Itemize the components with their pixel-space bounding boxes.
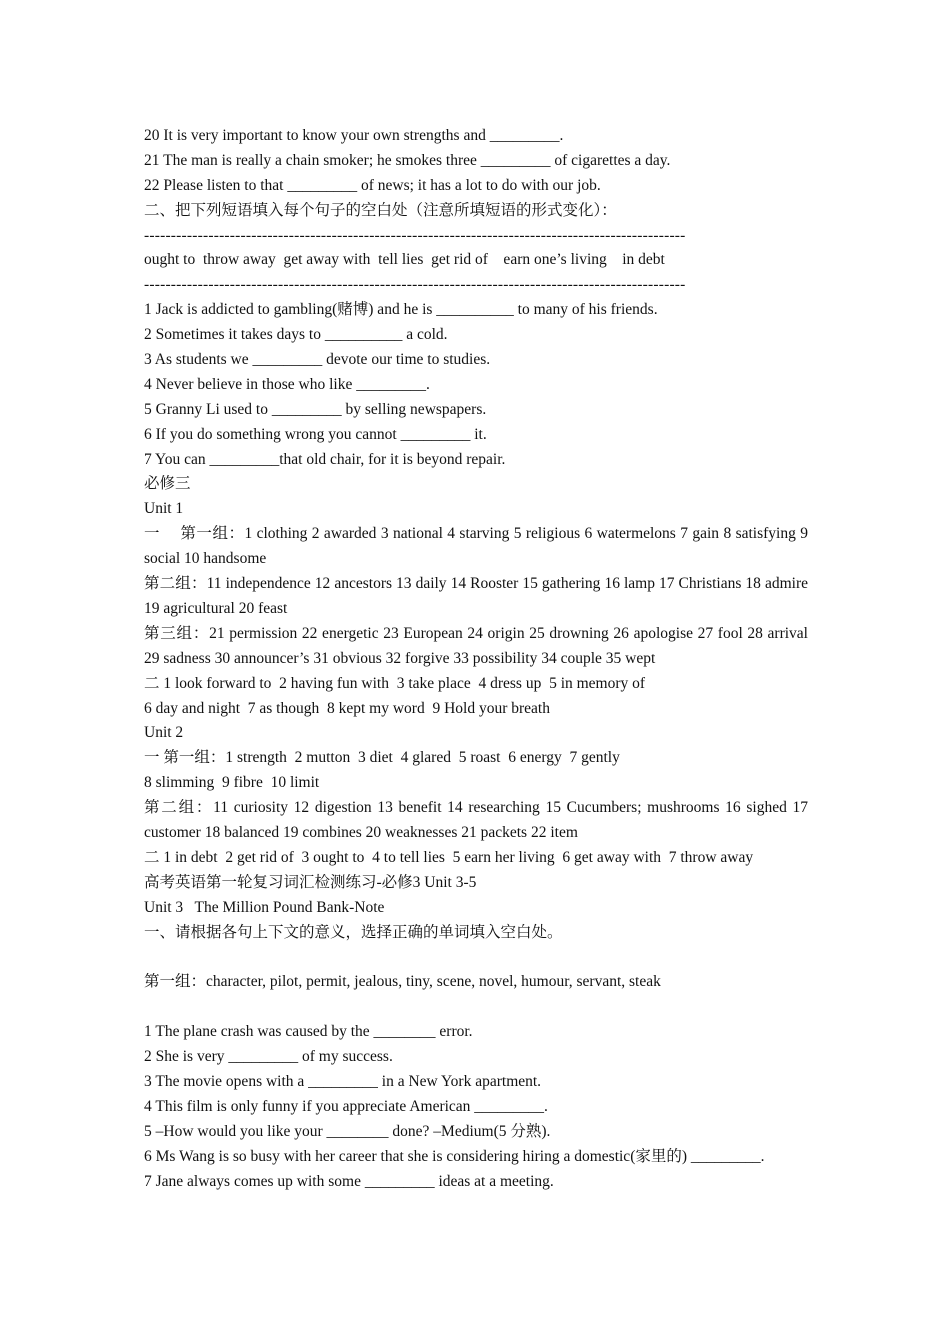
- divider-bottom: -----------------------------------------------------------------------------------------------------: [144, 276, 686, 294]
- text-line-u3-q1: 1 The plane crash was caused by the ________ error.: [144, 1023, 473, 1041]
- phrase-bank: ought to throw away get away with tell lies get rid of earn one’s living in debt: [144, 251, 665, 269]
- text-line-u3-q7: 7 Jane always comes up with some _________ ideas at a meeting.: [144, 1172, 554, 1190]
- divider-top: -----------------------------------------------------------------------------------------------------: [144, 226, 686, 244]
- text-line-u3-q6: 6 Ms Wang is so busy with her career that she is considering hiring a domestic(家里的) _________.: [144, 1147, 765, 1165]
- blank-line: [144, 946, 808, 971]
- answers-unit1-phrases-b: 6 day and night 7 as though 8 kept my word 9 Hold your breath: [144, 699, 550, 717]
- text-line-u3-q4: 4 This film is only funny if you appreciate American _________.: [144, 1097, 548, 1115]
- text-line-u3-q5: 5 –How would you like your ________ done? –Medium(5 分熟).: [144, 1122, 551, 1140]
- section-heading-phrases: 二、把下列短语填入每个句子的空白处（注意所填短语的形式变化）：: [144, 201, 617, 219]
- heading-unit-3: Unit 3 The Million Pound Bank-Note: [144, 898, 385, 916]
- heading-unit-2: Unit 2: [144, 724, 184, 742]
- answers-unit1-group1: 一 第一组：1 clothing 2 awarded 3 national 4 starving 5 religious 6 watermelons 7 gain 8 satisfying 9 social 10 handsome: [144, 525, 808, 568]
- answers-unit2-group1-b: 8 slimming 9 fibre 10 limit: [144, 774, 320, 792]
- answers-unit2-group1-a: 一 第一组：1 strength 2 mutton 3 diet 4 glared 5 roast 6 energy 7 gently: [144, 749, 620, 767]
- title-review-exercise: 高考英语第一轮复习词汇检测练习-必修3 Unit 3-5: [144, 873, 477, 891]
- text-line-p3: 3 As students we _________ devote our time to studies.: [144, 351, 491, 369]
- text-line-p6: 6 If you do something wrong you cannot _________ it.: [144, 425, 487, 443]
- instruction-fill-blanks: 一、请根据各句上下文的意义，选择正确的单词填入空白处。: [144, 923, 563, 941]
- text-line-p1: 1 Jack is addicted to gambling(赌博) and he is __________ to many of his friends.: [144, 301, 658, 319]
- text-line-p4: 4 Never believe in those who like _________.: [144, 375, 430, 393]
- text-line-q21: 21 The man is really a chain smoker; he smokes three _________ of cigarettes a day.: [144, 151, 671, 169]
- text-line-u3-q3: 3 The movie opens with a _________ in a New York apartment.: [144, 1072, 542, 1090]
- word-bank-group1: 第一组：character, pilot, permit, jealous, tiny, scene, novel, humour, servant, steak: [144, 973, 661, 991]
- heading-bixiu-3: 必修三: [144, 475, 191, 493]
- answers-unit1-phrases-a: 二 1 look forward to 2 having fun with 3 take place 4 dress up 5 in memory of: [144, 674, 646, 692]
- text-line-q22: 22 Please listen to that _________ of news; it has a lot to do with our job.: [144, 176, 601, 194]
- answers-unit2-group2: 第二组：11 curiosity 12 digestion 13 benefit 14 researching 15 Cucumbers; mushrooms 16 sighed 17 customer 18 balanced 19 combines 20 weaknesses 21 packets 22 item: [144, 799, 808, 842]
- blank-line: [144, 995, 808, 1020]
- answers-unit2-phrases: 二 1 in debt 2 get rid of 3 ought to 4 to tell lies 5 earn her living 6 get away with 7 throw away: [144, 848, 754, 866]
- heading-unit-1: Unit 1: [144, 500, 184, 518]
- text-line-q20: 20 It is very important to know your own strengths and _________.: [144, 127, 564, 144]
- text-line-p7: 7 You can _________that old chair, for it is beyond repair.: [144, 450, 506, 468]
- text-line-p5: 5 Granny Li used to _________ by selling newspapers.: [144, 400, 487, 418]
- answers-unit1-group2: 第二组：11 independence 12 ancestors 13 daily 14 Rooster 15 gathering 16 lamp 17 Christians 18 admire 19 agricultural 20 feast: [144, 575, 808, 617]
- text-line-p2: 2 Sometimes it takes days to __________ a cold.: [144, 326, 448, 344]
- document-page: [144, 124, 808, 1194]
- answers-unit1-group3: 第三组：21 permission 22 energetic 23 European 24 origin 25 drowning 26 apologise 27 fool 28 arrival 29 sadness 30 announcer’s 31 obvious 32 forgive 33 possibility 34 couple 35 wept: [144, 624, 808, 667]
- text-line-u3-q2: 2 She is very _________ of my success.: [144, 1048, 393, 1066]
